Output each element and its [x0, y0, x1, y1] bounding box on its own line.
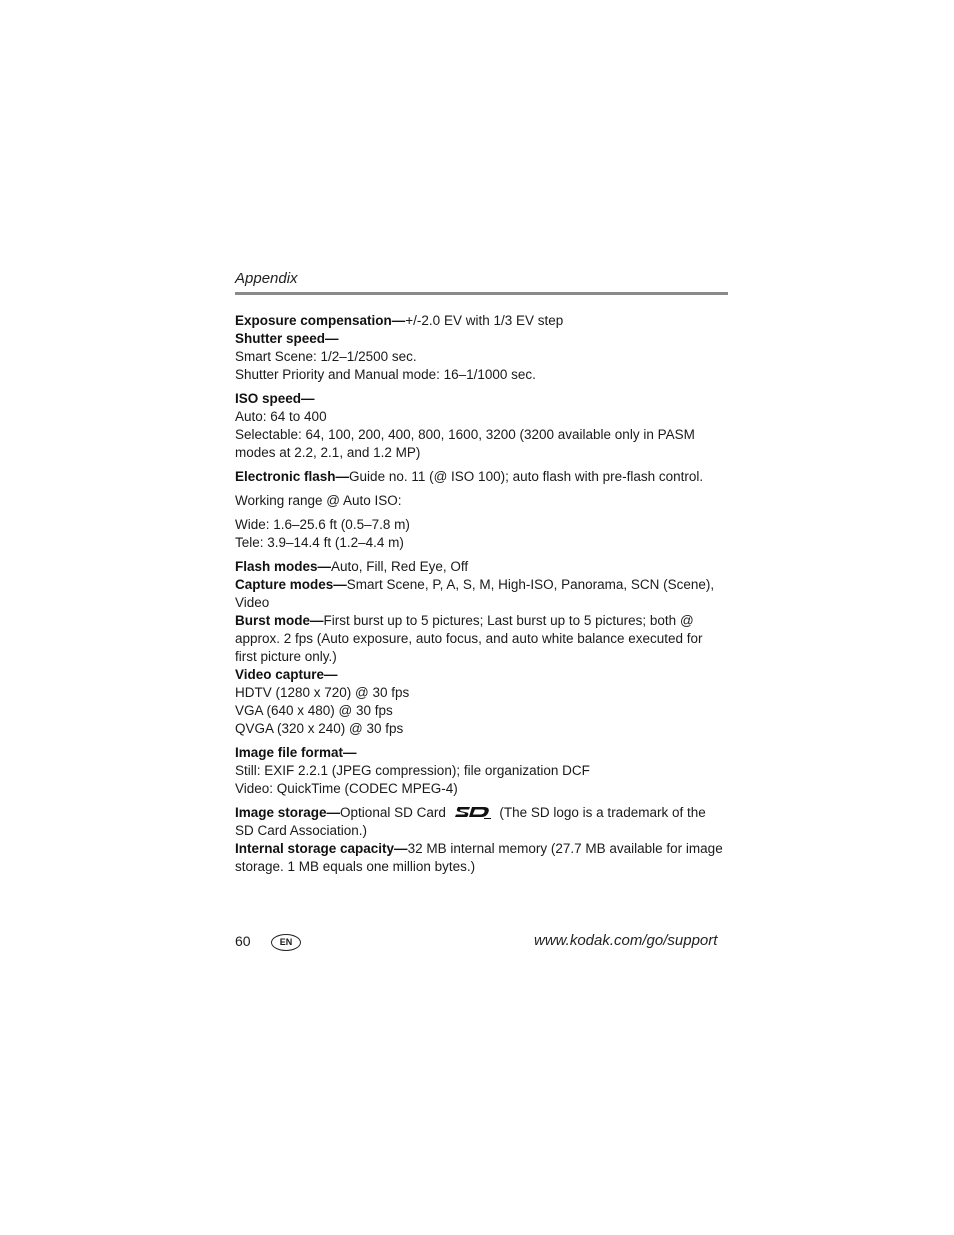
spec-line: Selectable: 64, 100, 200, 400, 800, 1600, 3200 (3200 available only in PASM modes at 2.2, 2.1, and 1.2 MP) [235, 427, 695, 460]
sd-logo-icon [454, 804, 492, 820]
spec-flash [235, 468, 728, 552]
spec-capture-modes [235, 576, 728, 612]
spec-line: HDTV (1280 x 720) @ 30 fps [235, 685, 410, 700]
spec-value: +/-2.0 EV with 1/3 EV step [405, 313, 564, 328]
spec-term: Exposure compensation— [235, 313, 406, 328]
spec-line: VGA (640 x 480) @ 30 fps [235, 703, 393, 718]
spec-term: Image storage— [235, 805, 341, 820]
spec-flash-modes [235, 558, 728, 576]
section-header: Appendix [235, 270, 298, 287]
spec-value: Smart Scene, P, A, S, M, High-ISO, Panorama, SCN (Scene), Video [235, 577, 715, 610]
spec-line: QVGA (320 x 240) @ 30 fps [235, 721, 404, 736]
spec-line: Auto: 64 to 400 [235, 409, 327, 424]
spec-line: Smart Scene: 1/2–1/2500 sec. [235, 349, 417, 364]
spec-line: Still: EXIF 2.2.1 (JPEG compression); file organization DCF [235, 763, 590, 778]
spec-term: Internal storage capacity— [235, 841, 408, 856]
spec-value: 32 MB internal memory (27.7 MB available for image storage. 1 MB equals one million bytes.) [235, 841, 723, 874]
spec-term: Shutter speed— [235, 331, 339, 346]
spec-shutter [235, 330, 728, 384]
spec-file-format [235, 744, 728, 798]
spec-line: Tele: 3.9–14.4 ft (1.2–4.4 m) [235, 535, 404, 550]
spec-value: Optional SD Card [340, 805, 446, 820]
spec-term: ISO speed— [235, 391, 315, 406]
spec-video [235, 666, 728, 738]
spec-term: Video capture— [235, 667, 338, 682]
language-badge: EN [271, 934, 301, 951]
spec-line: Shutter Priority and Manual mode: 16–1/1000 sec. [235, 367, 536, 382]
spec-value: (The SD logo is a trademark of the SD Card Association.) [235, 805, 706, 838]
spec-burst [235, 612, 728, 666]
header-rule [235, 292, 728, 295]
spec-value: First burst up to 5 pictures; Last burst up to 5 pictures; both @ approx. 2 fps (Auto exposure, auto focus, and auto white balance executed for first picture only.) [235, 613, 703, 664]
page-number: 60 [235, 933, 251, 949]
spec-list [235, 312, 728, 876]
spec-working-range: Working range @ Auto ISO: [235, 493, 402, 508]
spec-line: Wide: 1.6–25.6 ft (0.5–7.8 m) [235, 517, 410, 532]
spec-exposure [235, 312, 728, 330]
support-url[interactable]: www.kodak.com/go/support [534, 932, 718, 949]
spec-line: Video: QuickTime (CODEC MPEG-4) [235, 781, 458, 796]
spec-term: Image file format— [235, 745, 357, 760]
spec-storage [235, 804, 728, 840]
spec-internal-storage [235, 840, 728, 876]
spec-value: Auto, Fill, Red Eye, Off [331, 559, 469, 574]
spec-iso [235, 390, 728, 462]
spec-term: Flash modes— [235, 559, 332, 574]
spec-term: Electronic flash— [235, 469, 350, 484]
spec-value: Guide no. 11 (@ ISO 100); auto flash with pre-flash control. [349, 469, 704, 484]
spec-term: Capture modes— [235, 577, 347, 592]
spec-term: Burst mode— [235, 613, 324, 628]
